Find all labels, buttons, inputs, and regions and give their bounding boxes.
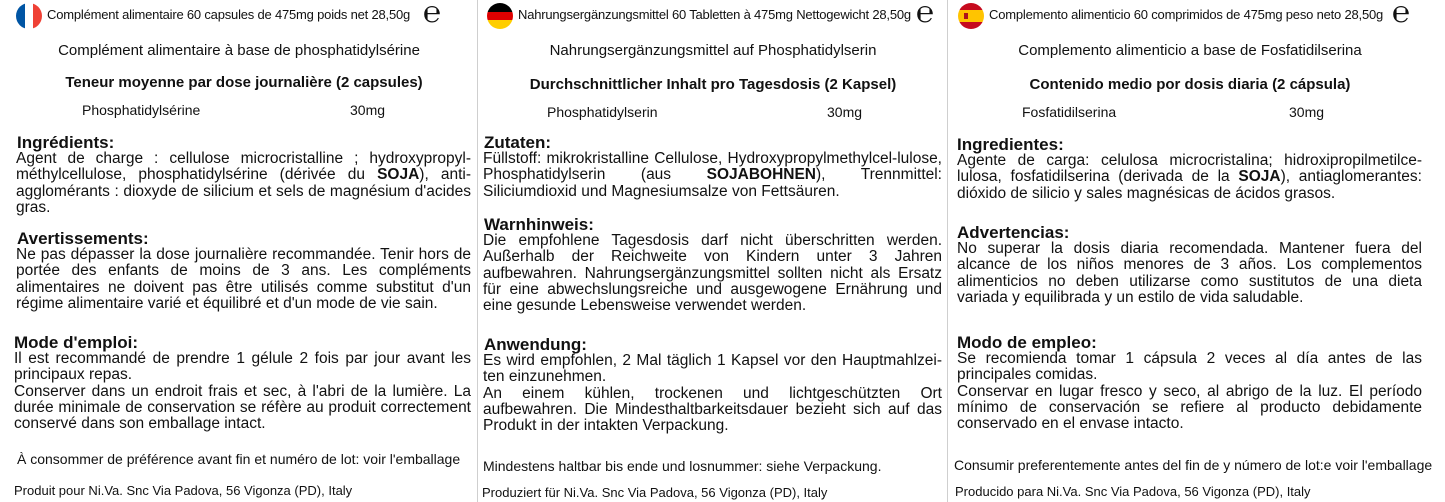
warnings-text-fr: Ne pas dépasser la dose journalière recommandée. Tenir hors de portée des enfants de moins de 3 ans. Les compléments alimentaires ne doivent pas être utilisés comme substitut d'un régime alimentaire varié et équilibré et d'un mode de vie sain.	[16, 246, 471, 312]
column-french	[0, 0, 478, 502]
france-flag-icon	[16, 3, 42, 29]
allergen-es: SOJA	[1238, 168, 1281, 186]
spain-flag-icon	[958, 3, 984, 29]
warnings-heading-es: Advertencias:	[957, 223, 1070, 242]
ingredient-name-de: Phosphatidylserin	[547, 104, 658, 120]
ingredients-heading-fr: Ingrédients:	[17, 133, 115, 152]
ingredients-text-de: Füllstoff: mikrokristalline Cellulose, Hydroxypropylmethylcel-lulose, Phosphatidylserin (aus SOJABOHNEN), Trennmittel: Siliciumdioxid und Magnesiumsalze von Fettsäuren.	[483, 150, 942, 200]
usage-heading-es: Modo de empleo:	[957, 333, 1097, 352]
best-before-es: Consumir preferentemente antes del fin de y número de lot:e voir l'emballage	[954, 457, 1433, 473]
usage-text-fr: Il est recommandé de prendre 1 gélule 2 fois par jour avant les principaux repas. Conserver dans un endroit frais et sec, à l'abri de la lumière. La durée minimale de conservation se réfère au produit correctement conservé dans son emballage intact.	[14, 350, 471, 433]
allergen-fr: SOJA	[377, 166, 420, 184]
subtitle-de: Nahrungsergänzungsmittel auf Phosphatidylserin	[549, 42, 877, 59]
ingredient-amount-de: 30mg	[827, 104, 863, 120]
ingredients-text-es: Agente de carga: celulosa microcristalina; hidroxipropilmetilce-lulosa, fosfatidilserina (derivada de la SOJA), antiaglomerantes: dióxido de silicio y sales magnésicas de ácidos grasos.	[957, 152, 1422, 202]
ingredient-amount-fr: 30mg	[350, 102, 386, 118]
allergen-de: SOJABOHNEN	[706, 166, 816, 184]
dose-title-es: Contenido medio por dosis diaria (2 cápsula)	[1029, 76, 1351, 93]
ingredients-text-fr: Agent de charge : cellulose microcristalline ; hydroxypropyl-méthylcellulose, phosphatidylsérine (dérivée du SOJA), anti-agglomérants : dioxyde de silicium et sels de magnésium d'acides gras.	[16, 150, 471, 216]
ingredient-name-fr: Phosphatidylsérine	[82, 102, 201, 118]
dose-title-de: Durchschnittlicher Inhalt pro Tagesdosis (2 Kapsel)	[529, 76, 897, 93]
ingredients-heading-es: Ingredientes:	[957, 135, 1064, 154]
warnings-heading-fr: Avertissements:	[17, 229, 149, 248]
estimated-sign-icon: ℮	[1392, 0, 1411, 30]
dose-title-fr: Teneur moyenne par dose journalière (2 capsules)	[65, 74, 423, 91]
estimated-sign-icon: ℮	[916, 0, 935, 30]
usage-text-de: Es wird empfohlen, 2 Mal täglich 1 Kapsel vor den Hauptmahlzei-ten einzunehmen. An einem kühlen, trockenen und lichtgeschützten Ort aufbewahren. Die Mindesthaltbarkeitsdauer bezieht sich auf das Produkt in der intakten Verpackung.	[483, 352, 942, 435]
warnings-text-es: No superar la dosis diaria recomendada. Mantener fuera del alcance de los niños menores de 3 años. Los complementos alimenticios no deben utilizarse como sustitutos de una dieta variada y equilibrada y un estilo de vida saludable.	[957, 240, 1422, 306]
ingredient-amount-es: 30mg	[1289, 104, 1325, 120]
ingredient-name-es: Fosfatidilserina	[1022, 104, 1117, 120]
usage-heading-de: Anwendung:	[484, 335, 587, 354]
germany-flag-icon	[487, 3, 513, 29]
header-fr: Complément alimentaire 60 capsules de 475mg poids net 28,50g	[47, 7, 411, 22]
usage-heading-fr: Mode d'emploi:	[14, 333, 138, 352]
producer-es: Producido para Ni.Va. Snc Via Padova, 56 Vigonza (PD), Italy	[955, 484, 1311, 499]
usage-text-es: Se recomienda tomar 1 cápsula 2 veces al día antes de las principales comidas. Conservar en lugar fresco y seco, al abrigo de la luz. El período mínimo de conservación se refiere al producto debidamente conservado en el envase intacto.	[957, 350, 1422, 433]
column-spanish	[948, 0, 1445, 502]
best-before-de: Mindestens haltbar bis ende und losnummer: siehe Verpackung.	[483, 458, 882, 474]
header-es: Complemento alimenticio 60 comprimidos de 475mg peso neto 28,50g	[989, 7, 1384, 22]
warnings-heading-de: Warnhinweis:	[484, 215, 594, 234]
column-german	[478, 0, 948, 502]
producer-fr: Produit pour Ni.Va. Snc Via Padova, 56 Vigonza (PD), Italy	[14, 483, 353, 498]
ingredients-heading-de: Zutaten:	[484, 133, 552, 152]
header-de: Nahrungsergänzungsmittel 60 Tabletten à 475mg Nettogewicht 28,50g	[518, 7, 911, 22]
estimated-sign-icon: ℮	[423, 0, 442, 30]
subtitle-fr: Complément alimentaire à base de phosphatidylsérine	[58, 42, 420, 59]
subtitle-es: Complemento alimenticio a base de Fosfatidilserina	[1018, 42, 1362, 59]
warnings-text-de: Die empfohlene Tagesdosis darf nicht überschritten werden. Außerhalb der Reichweite von Kindern unter 3 Jahren aufbewahren. Nahrungsergänzungsmittel sollten nicht als Ersatz für eine abwechslungsreiche und ausgewogene Ernährung und eine gesunde Lebensweise verwendet werden.	[483, 232, 942, 315]
producer-de: Produziert für Ni.Va. Snc Via Padova, 56 Vigonza (PD), Italy	[482, 485, 828, 500]
best-before-fr: À consommer de préférence avant fin et numéro de lot: voir l'emballage	[17, 451, 461, 467]
